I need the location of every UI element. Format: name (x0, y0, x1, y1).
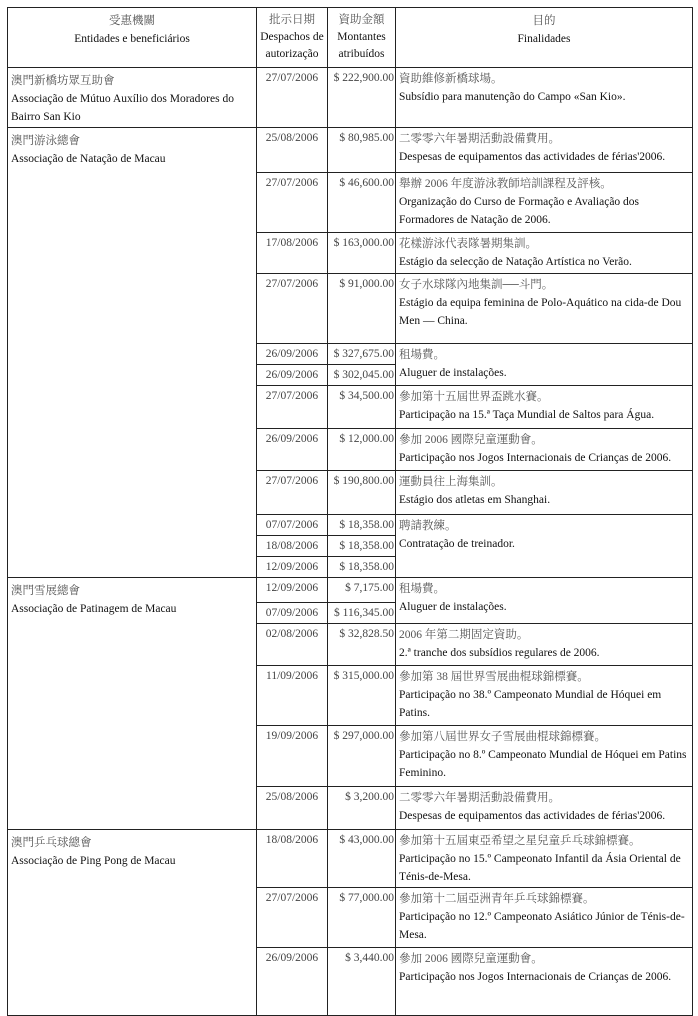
purpose-pt: Participação na 15.ª Taça Mundial de Saltos para Água. (399, 409, 655, 421)
date-cell: 18/08/2006 (257, 536, 328, 557)
header-entity-zh: 受惠機關 (109, 15, 155, 27)
purpose-zh: 運動員往上海集訓。 (399, 476, 503, 488)
amount-cell: $ 32,828.50 (328, 624, 396, 666)
purpose-zh: 參加 2006 國際兒童運動會。 (399, 953, 543, 965)
purpose-cell (396, 173, 693, 233)
purpose-pt: Organização do Curso de Formação e Avaliação dos Formadores de Natação de 2006. (399, 196, 640, 226)
purpose-zh: 聘請教練。 (399, 520, 457, 532)
date-cell: 18/08/2006 (257, 830, 328, 888)
header-purpose-zh: 目的 (532, 15, 556, 27)
purpose-zh: 租場費。 (399, 583, 445, 595)
amount-cell: $ 43,000.00 (328, 830, 396, 888)
date-cell: 07/07/2006 (257, 515, 328, 536)
header-amount-pt: Montantes atribuídos (337, 31, 386, 60)
header-purpose-pt: Finalidades (517, 33, 571, 45)
date-cell: 27/07/2006 (257, 68, 328, 128)
purpose-zh: 二零零六年暑期活動設備費用。 (399, 792, 560, 804)
amount-cell: $ 18,358.00 (328, 515, 396, 536)
header-amount (328, 8, 396, 68)
purpose-zh: 2006 年第二期固定資助。 (399, 629, 529, 641)
header-date (257, 8, 328, 68)
purpose-cell (396, 787, 693, 830)
header-date-zh: 批示日期 (269, 14, 315, 26)
purpose-pt: Subsídio para manutenção do Campo «San Kio». (399, 91, 626, 103)
purpose-pt: Participação nos Jogos Internacionais de Crianças de 2006. (399, 971, 672, 983)
amount-cell: $ 77,000.00 (328, 888, 396, 948)
purpose-cell (396, 68, 693, 128)
header-entity (8, 8, 257, 68)
amount-cell: $ 297,000.00 (328, 726, 396, 787)
header-entity-pt: Entidades e beneficiários (74, 33, 190, 45)
date-cell: 27/07/2006 (257, 888, 328, 948)
entity-cell (8, 68, 257, 128)
date-cell: 19/09/2006 (257, 726, 328, 787)
purpose-cell (396, 344, 693, 386)
purpose-pt: Participação no 8.º Campeonato Mundial de Hóquei em Patins Feminino. (399, 749, 687, 779)
purpose-pt: Participação no 38.º Campeonato Mundial de Hóquei em Patins. (399, 689, 662, 719)
amount-cell: $ 12,000.00 (328, 429, 396, 471)
entity-name-zh: 澳門乒乓球總會 (11, 837, 92, 849)
purpose-pt: Contratação de treinador. (399, 538, 515, 550)
table-row (8, 830, 693, 888)
date-cell: 12/09/2006 (257, 578, 328, 603)
purpose-zh: 參加 2006 國際兒童運動會。 (399, 434, 543, 446)
purpose-zh: 花樣游泳代表隊暑期集訓。 (399, 238, 537, 250)
date-cell: 12/09/2006 (257, 557, 328, 578)
amount-cell: $ 327,675.00 (328, 344, 396, 365)
purpose-zh: 舉辦 2006 年度游泳教師培訓課程及評核。 (399, 178, 612, 190)
subsidies-table (7, 7, 693, 1016)
entity-name-zh: 澳門游泳總會 (11, 135, 80, 147)
purpose-zh: 參加第十五屆東亞希望之星兒童乒乓球錦標賽。 (399, 835, 641, 847)
purpose-cell (396, 578, 693, 624)
amount-cell: $ 116,345.00 (328, 603, 396, 624)
amount-cell: $ 315,000.00 (328, 666, 396, 726)
purpose-zh: 參加第十五屆世界盃跳水賽。 (399, 391, 549, 403)
entity-name-zh: 澳門雪展總會 (11, 585, 80, 597)
purpose-pt: Estágio da selecção de Natação Artística no Verão. (399, 256, 632, 268)
amount-cell: $ 3,200.00 (328, 787, 396, 830)
date-cell: 26/09/2006 (257, 429, 328, 471)
purpose-zh: 參加第八屆世界女子雪展曲棍球錦標賽。 (399, 731, 606, 743)
purpose-cell (396, 471, 693, 515)
amount-cell: $ 190,800.00 (328, 471, 396, 515)
purpose-pt: 2.ª tranche dos subsídios regulares de 2006. (399, 647, 600, 659)
purpose-zh: 女子水球隊內地集訓──斗門。 (399, 279, 554, 291)
purpose-pt: Despesas de equipamentos das actividades de férias'2006. (399, 151, 666, 163)
date-cell: 02/08/2006 (257, 624, 328, 666)
purpose-pt: Estágio da equipa feminina de Polo-Aquático na cida-de Dou Men — China. (399, 297, 682, 327)
purpose-pt: Participação nos Jogos Internacionais de Crianças de 2006. (399, 452, 672, 464)
table-row (8, 578, 693, 603)
purpose-cell (396, 274, 693, 344)
amount-cell: $ 18,358.00 (328, 557, 396, 578)
entity-cell (8, 830, 257, 1016)
date-cell: 26/09/2006 (257, 948, 328, 1016)
purpose-zh: 二零零六年暑期活動設備費用。 (399, 133, 560, 145)
purpose-cell (396, 726, 693, 787)
amount-cell: $ 91,000.00 (328, 274, 396, 344)
purpose-cell (396, 948, 693, 1016)
amount-cell: $ 3,440.00 (328, 948, 396, 1016)
purpose-zh: 參加第十二屆亞洲青年乒乓球錦標賽。 (399, 893, 595, 905)
table-row (8, 68, 693, 128)
purpose-zh: 參加第 38 屆世界雪展曲棍球錦標賽。 (399, 671, 589, 683)
purpose-pt: Estágio dos atletas em Shanghai. (399, 494, 551, 506)
purpose-cell (396, 386, 693, 429)
purpose-cell (396, 624, 693, 666)
entity-cell (8, 578, 257, 830)
purpose-cell (396, 233, 693, 274)
table-header-row (8, 8, 693, 68)
amount-cell: $ 163,000.00 (328, 233, 396, 274)
purpose-cell (396, 830, 693, 888)
entity-name-pt: Associação de Ping Pong de Macau (11, 855, 176, 867)
entity-cell (8, 128, 257, 578)
purpose-cell (396, 429, 693, 471)
purpose-pt: Aluguer de instalações. (399, 367, 507, 379)
purpose-cell (396, 128, 693, 173)
purpose-pt: Participação no 12.º Campeonato Asiático Júnior de Ténis-de-Mesa. (399, 911, 685, 941)
amount-cell: $ 302,045.00 (328, 365, 396, 386)
date-cell: 26/09/2006 (257, 344, 328, 365)
purpose-pt: Aluguer de instalações. (399, 601, 507, 613)
date-cell: 25/08/2006 (257, 128, 328, 173)
date-cell: 17/08/2006 (257, 233, 328, 274)
purpose-cell (396, 515, 693, 578)
date-cell: 07/09/2006 (257, 603, 328, 624)
entity-name-pt: Associação de Patinagem de Macau (11, 603, 177, 615)
purpose-zh: 租場費。 (399, 349, 445, 361)
date-cell: 27/07/2006 (257, 274, 328, 344)
amount-cell: $ 80,985.00 (328, 128, 396, 173)
entity-name-pt: Associação de Mútuo Auxílio dos Moradores do Bairro San Kio (11, 93, 234, 123)
header-purpose (396, 8, 693, 68)
amount-cell: $ 34,500.00 (328, 386, 396, 429)
amount-cell: $ 46,600.00 (328, 173, 396, 233)
amount-cell: $ 18,358.00 (328, 536, 396, 557)
date-cell: 26/09/2006 (257, 365, 328, 386)
date-cell: 27/07/2006 (257, 471, 328, 515)
purpose-zh: 資助維修新橋球場。 (399, 73, 503, 85)
date-cell: 27/07/2006 (257, 386, 328, 429)
date-cell: 27/07/2006 (257, 173, 328, 233)
date-cell: 11/09/2006 (257, 666, 328, 726)
purpose-cell (396, 888, 693, 948)
table-row (8, 128, 693, 173)
purpose-pt: Participação no 15.º Campeonato Infantil da Ásia Oriental de Ténis-de-Mesa. (399, 853, 681, 883)
header-date-pt: Despachos de autorização (260, 31, 324, 60)
purpose-cell (396, 666, 693, 726)
header-amount-zh: 資助金額 (338, 14, 385, 26)
amount-cell: $ 222,900.00 (328, 68, 396, 128)
table-body (8, 68, 693, 1016)
amount-cell: $ 7,175.00 (328, 578, 396, 603)
entity-name-pt: Associação de Natação de Macau (11, 153, 166, 165)
entity-name-zh: 澳門新橋坊眾互助會 (11, 75, 115, 87)
purpose-pt: Despesas de equipamentos das actividades de férias'2006. (399, 810, 666, 822)
date-cell: 25/08/2006 (257, 787, 328, 830)
